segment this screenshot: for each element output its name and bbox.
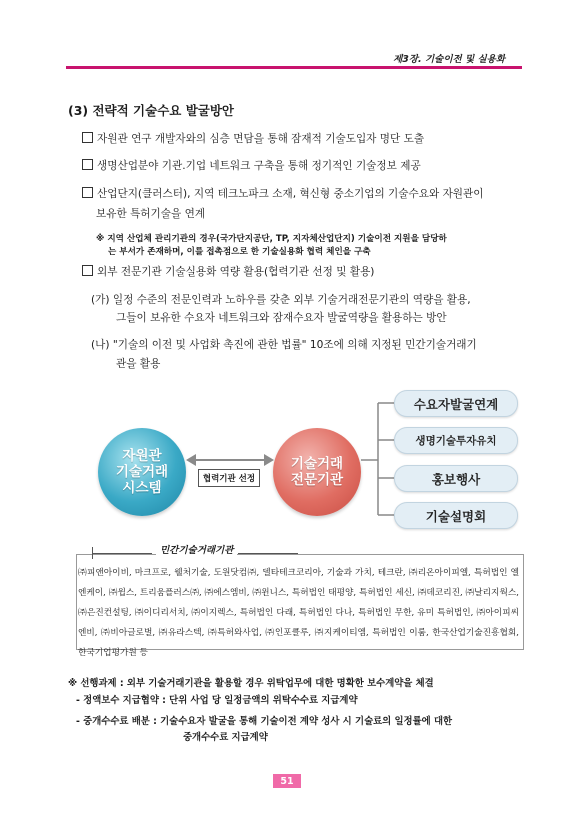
arrow-left-head-icon <box>186 454 196 466</box>
pill-investment: 생명기술투자유치 <box>394 427 518 454</box>
sub-item-b-line-2: 관을 활용 <box>116 358 161 370</box>
bullet-item-2 <box>82 158 421 173</box>
box-title-right-rule <box>238 553 298 554</box>
checkbox-bullet-icon <box>82 132 93 143</box>
arrow-right-head-icon <box>264 454 274 466</box>
tech-transfer-agency-bubble <box>273 428 361 516</box>
footer-note-2: - 정액보수 지급협약 : 단위 사업 당 일정금액의 위탁수수료 지급계약 <box>76 695 358 706</box>
left-bubble-line-1: 자원관 <box>122 448 162 464</box>
private-agency-title: 민간기술거래기관 <box>156 542 237 556</box>
bullet-item-4-text: 외부 전문기관 기술실용화 역량 활용(협력기관 선정 및 활용) <box>97 266 375 278</box>
footer-note-3: - 중개수수료 배분 : 기술수요자 발굴을 통해 기술이전 계약 성사 시 기술료의 일정률에 대한 <box>76 716 453 727</box>
sub-item-a-line-1: (가) 일정 수준의 전문인력과 노하우를 갖춘 외부 기술거래전문기관의 역량을 활용, <box>91 294 471 306</box>
pill-promotion: 홍보행사 <box>394 465 518 492</box>
arrow-label: 협력기관 선정 <box>198 469 260 487</box>
bullet-item-1-text: 자원관 연구 개발자와의 심층 면담을 통해 잠재적 기술도입자 명단 도출 <box>97 133 425 145</box>
bullet-item-3 <box>82 186 484 201</box>
checkbox-bullet-icon <box>82 159 93 170</box>
page-number: 51 <box>273 774 301 788</box>
jawongwan-system-bubble <box>98 428 186 516</box>
header-rule <box>66 66 522 69</box>
checkbox-bullet-icon <box>82 265 93 276</box>
right-bubble-line-1: 기술거래 <box>290 456 344 472</box>
bullet-item-3-continued: 보유한 특허기술을 연계 <box>96 208 206 220</box>
pill-tech-briefing: 기술설명회 <box>394 502 518 529</box>
note-line-1: ※ 지역 산업체 관리기관의 경우(국가단지공단, TP, 지자체산업단지) 기술이전 지원을 담당하 <box>96 234 447 244</box>
footer-note-1: ※ 선행과제 : 외부 기술거래기관을 활용할 경우 위탁업무에 대한 명확한 보수계약을 체결 <box>68 678 434 689</box>
sub-item-a-line-2: 그들이 보유한 수요자 네트워크와 잠재수요자 발굴역량을 활용하는 방안 <box>116 312 447 324</box>
sub-item-b-line-1: (나) "기술의 이전 및 사업화 촉진에 관한 법률" 10조에 의해 지정된 민간기술거래기 <box>91 339 477 351</box>
box-title-left-rule <box>92 553 152 554</box>
left-bubble-line-3: 시스템 <box>122 480 162 496</box>
bullet-item-1 <box>82 131 424 146</box>
checkbox-bullet-icon <box>82 187 93 198</box>
bullet-item-4 <box>82 264 374 279</box>
chapter-header: 제3장. 기술이전 및 실용화 <box>393 54 505 65</box>
private-agency-list: ㈜피앤아이비, 마크프로, 웰처기술, 도원닷컴㈜, 델타테크코리아, 기술과 가치, 테크란, ㈜리온아이피엘, 특허법인 엘엔케이, ㈜윕스, 트리움플러스㈜, ㈜에스엠비, ㈜윈니스, 특허법인 태평양, 특허법인 세신, ㈜데코리진, ㈜날리지웍스, ㈜은진컨설팅, ㈜이디리서치, ㈜이지렉스, 특허법인 다래, 특허법인 다나, 특허법인 무한, 유미 특허법인, ㈜아이피씨엔비, ㈜비아글로벌, ㈜유라스텍, ㈜특허와사업, ㈜인포클루, ㈜지케이티엠, 특허법인 이룸, 한국산업기술진흥협회, 한국기업평가원 등 <box>78 568 519 658</box>
bullet-item-3-text: 산업단지(클러스터), 지역 테크노파크 소재, 혁신형 중소기업의 기술수요와 자원관이 <box>97 188 484 200</box>
pill-demand-discovery: 수요자발굴연계 <box>394 390 518 417</box>
bullet-item-2-text: 생명산업분야 기관.기업 네트워크 구축을 통해 정기적인 기술정보 제공 <box>97 160 421 172</box>
footer-note-4: 중개수수료 지급계약 <box>183 732 268 743</box>
section-title: (3) 전략적 기술수요 발굴방안 <box>68 103 235 118</box>
right-bubble-line-2: 전문기관 <box>290 472 344 488</box>
note-line-2: 는 부서가 존재하며, 이를 접촉점으로 한 기술실용화 협력 체인을 구축 <box>108 247 371 257</box>
left-bubble-line-2: 기술거래 <box>115 464 169 480</box>
